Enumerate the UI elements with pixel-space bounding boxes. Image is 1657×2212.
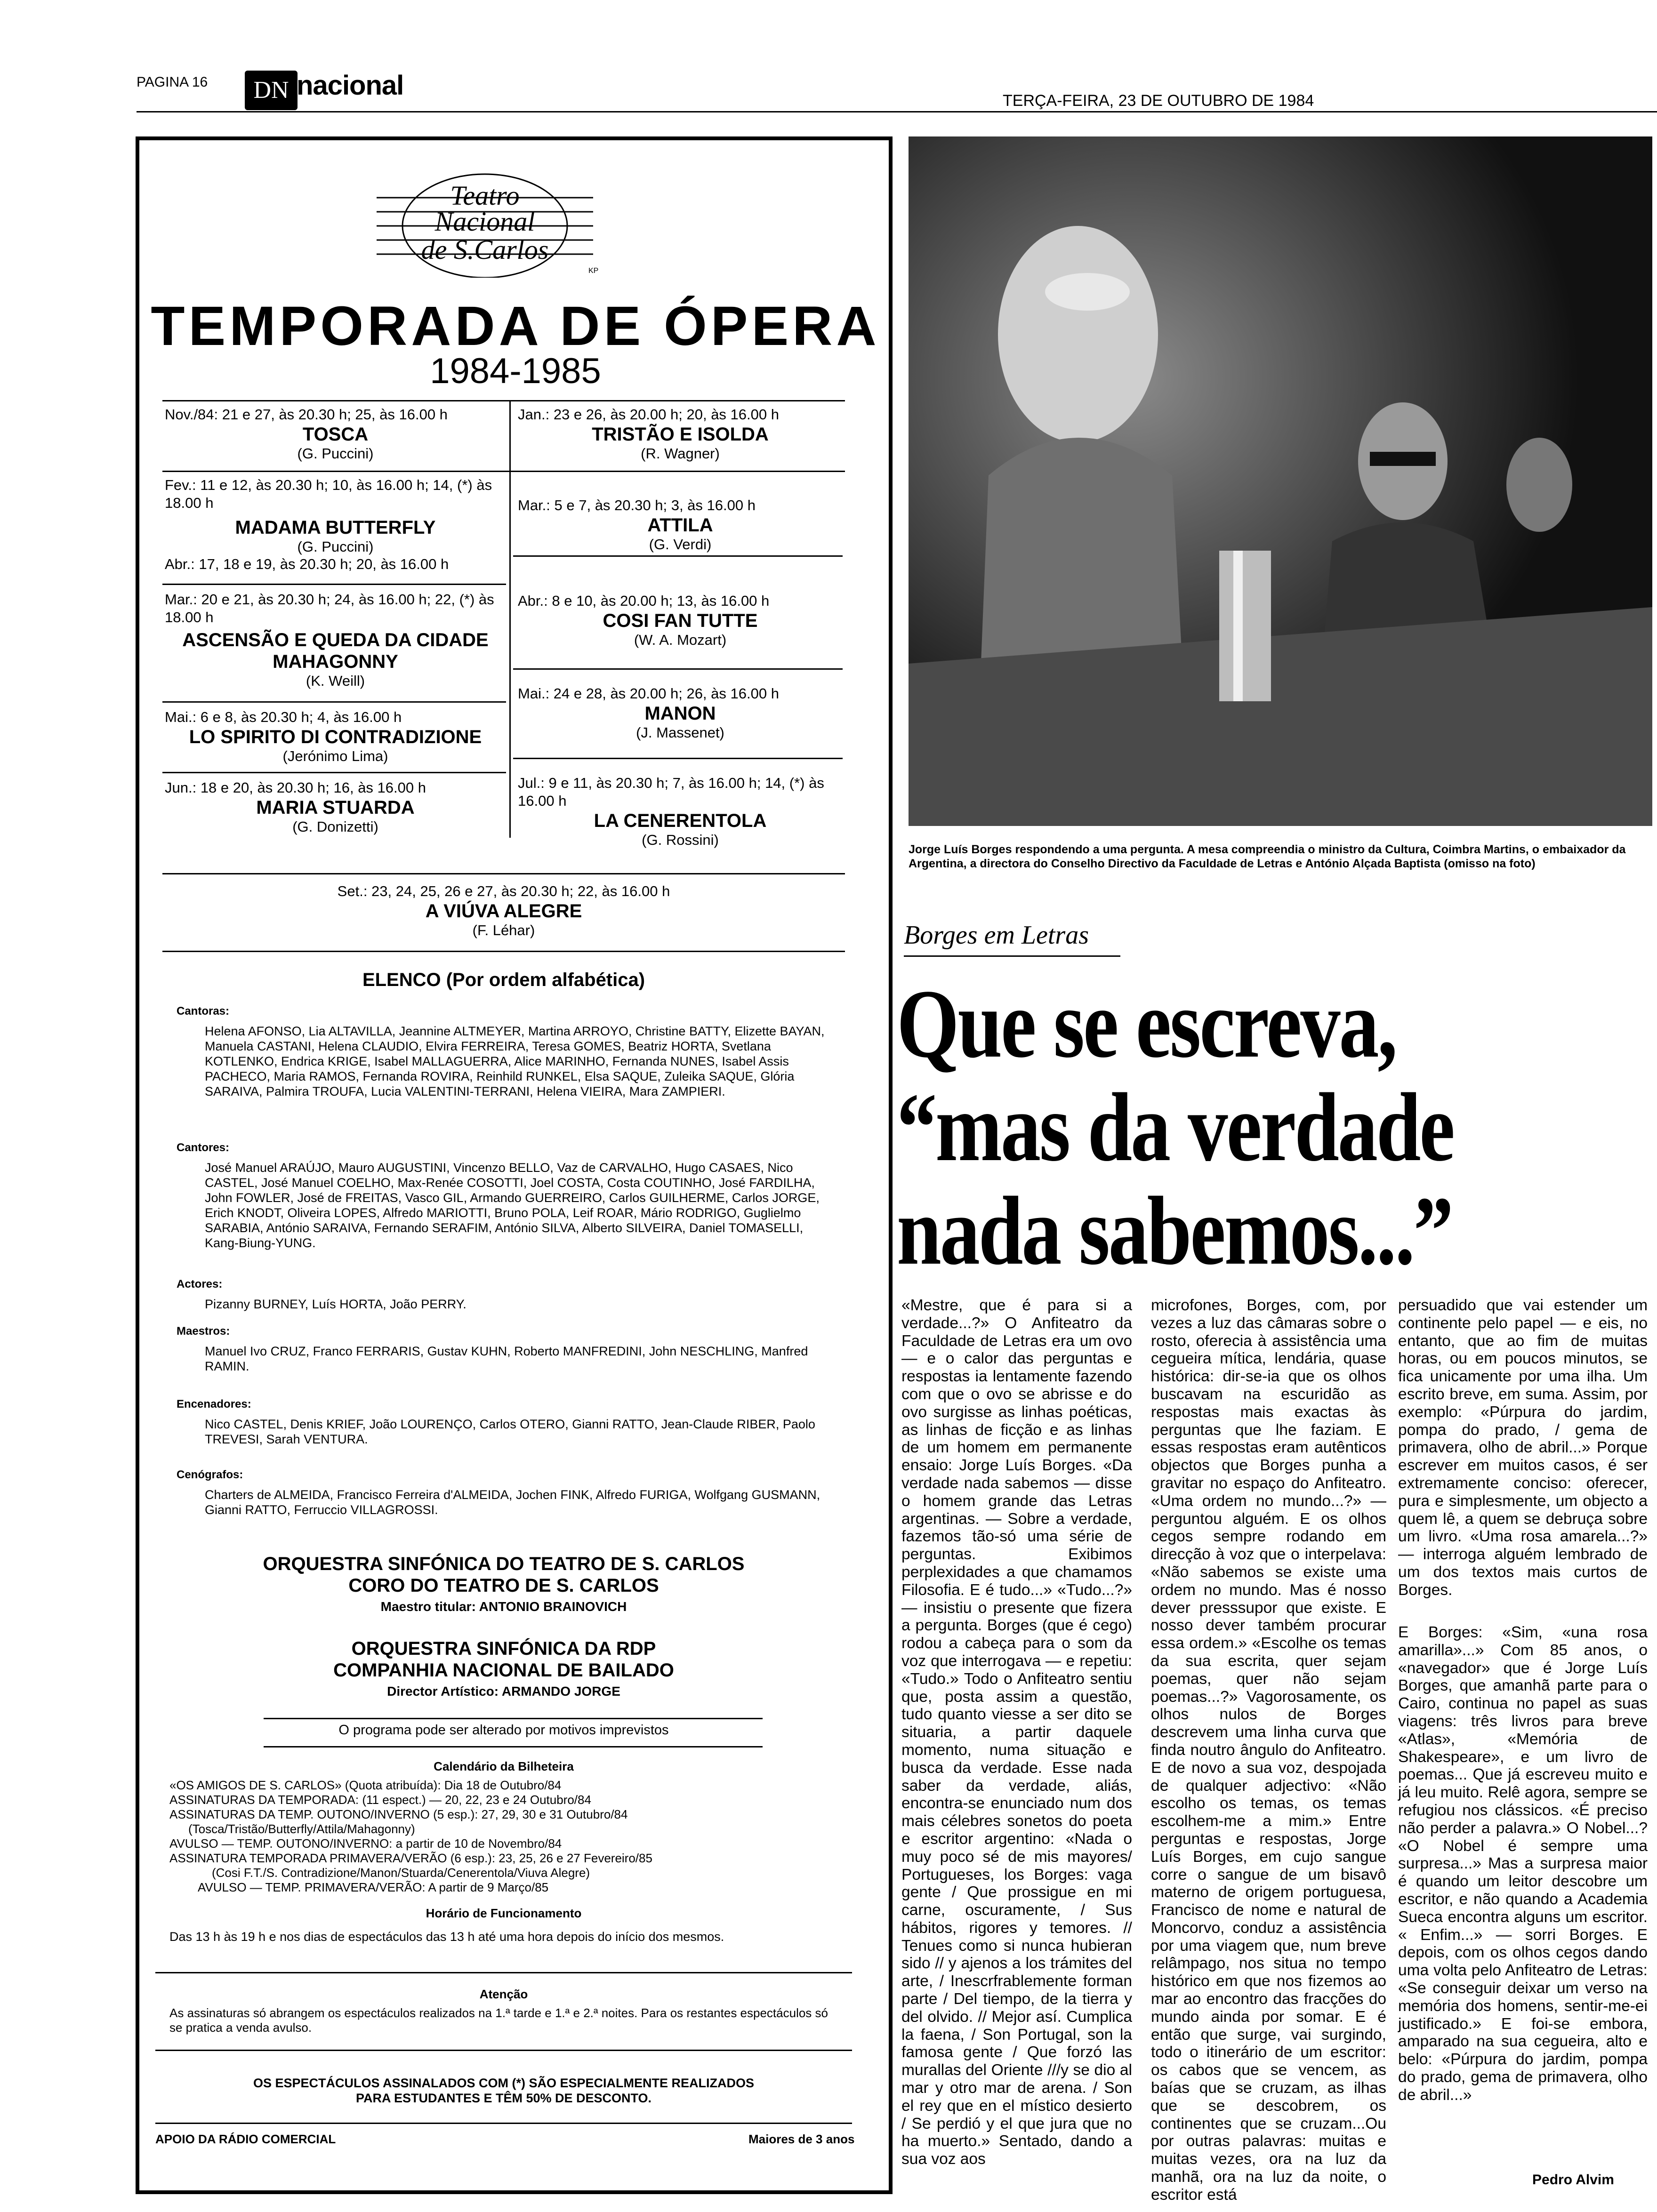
headline <box>897 970 1522 1285</box>
cast-group <box>177 1325 836 1374</box>
schedule-dates: Abr.: 8 e 10, às 20.00 h; 13, às 16.00 h <box>518 593 770 609</box>
divider <box>264 1746 763 1747</box>
attention-title: Atenção <box>479 1987 528 2001</box>
schedule-dates: Fev.: 11 e 12, às 20.30 h; 10, às 16.00 h; 14, (*) às 18.00 h <box>165 477 492 511</box>
cast-label: Encenadores: <box>177 1398 251 1411</box>
box-office-line: ASSINATURA TEMPORADA PRIMAVERA/VERÃO (6 esp.): 23, 25, 26 e 27 Fevereiro/85 <box>169 1851 652 1865</box>
schedule-item <box>165 591 506 689</box>
composer: (W. A. Mozart) <box>634 632 727 648</box>
cast-label: Cenógrafos: <box>177 1468 243 1481</box>
box-office-line: AVULSO — TEMP. OUTONO/INVERNO: a partir de 10 de Novembro/84 <box>169 1836 562 1851</box>
divider <box>264 1718 763 1719</box>
headline-line: nada sabemos...” <box>897 1177 1452 1285</box>
svg-text:Teatro: Teatro <box>450 180 520 211</box>
orchestra-block <box>165 1638 843 1699</box>
schedule-dates: Abr.: 17, 18 e 19, às 20.30 h; 20, às 16.00 h <box>165 556 449 572</box>
schedule-dates: Jun.: 18 e 20, às 20.30 h; 16, às 16.00 h <box>165 779 426 796</box>
schedule-item <box>518 497 843 553</box>
composer: (G. Puccini) <box>297 445 374 462</box>
schedule-dates: Mar.: 5 e 7, às 20.30 h; 3, às 16.00 h <box>518 497 756 513</box>
byline: Pedro Alvim <box>1532 2172 1614 2188</box>
schedule-rule <box>162 951 845 952</box>
schedule-dates: Mai.: 6 e 8, às 20.30 h; 4, às 16.00 h <box>165 709 402 725</box>
article-kicker: Borges em Letras <box>904 921 1089 950</box>
schedule-rule <box>513 758 843 759</box>
schedule-dates: Jan.: 23 e 26, às 20.00 h; 20, às 16.00 h <box>518 406 779 423</box>
box-office-title: Calendário da Bilheteira <box>434 1759 574 1773</box>
opera-title: TRISTÃO E ISOLDA <box>592 424 769 445</box>
schedule-dates: Nov./84: 21 e 27, às 20.30 h; 25, às 16.00 h <box>165 406 448 423</box>
composer: (G. Verdi) <box>649 536 712 553</box>
box-office-line: ASSINATURAS DA TEMPORADA: (11 espect.) — 20, 22, 23 e 24 Outubro/84 <box>169 1793 591 1807</box>
cast-heading: ELENCO (Por ordem alfabética) <box>362 970 645 990</box>
teatro-sao-carlos-logo <box>367 160 603 278</box>
cast-group <box>177 1278 836 1312</box>
schedule-rule <box>162 471 845 472</box>
box-office-line: (Tosca/Tristão/Butterfly/Attila/Mahagonny) <box>188 1822 415 1836</box>
cast-names: Manuel Ivo CRUZ, Franco FERRARIS, Gustav KUHN, Roberto MANFREDINI, John NESCHLING, Manfred RAMIN. <box>205 1344 808 1373</box>
schedule-dates: Jul.: 9 e 11, às 20.30 h; 7, às 16.00 h; 14, (*) às 16.00 h <box>518 775 824 809</box>
box-office-line: «OS AMIGOS DE S. CARLOS» (Quota atribuída): Dia 18 de Outubro/84 <box>169 1778 562 1792</box>
cast-group <box>177 1005 836 1099</box>
schedule-rule <box>513 555 843 557</box>
composer: (G. Donizetti) <box>292 818 378 835</box>
orchestra-name: ORQUESTRA SINFÓNICA DA RDP <box>351 1638 656 1659</box>
schedule-item <box>518 406 843 462</box>
opera-title: MANON <box>644 703 716 724</box>
ad-title: TEMPORADA DE ÓPERA <box>151 295 880 357</box>
cast-names: Helena AFONSO, Lia ALTAVILLA, Jeannine ALTMEYER, Martina ARROYO, Christine BATTY, Elizette BAYAN, Manuela CASTANI, Helena CLAUDIO, Elvira FERREIRA, Teresa GOMES, Beatriz HORTA, Svetlana KOTLENKO, Endrica KRIGE, Isabel MALLAGUERRA, Alice MARINHO, Fernanda NUNES, Isabel Assis PACHECO, Maria RAMOS, Fernanda ROVIRA, Reinhild RUNKEL, Elsa SAQUE, Zuleika SAQUE, Glória SARAIVA, Palmira TROUFA, Lucia VALENTINI-TERRANI, Helena VIEIRA, Mara ZAMPIERI. <box>205 1024 825 1098</box>
opera-title: LO SPIRITO DI CONTRADIZIONE <box>189 727 482 747</box>
divider <box>155 2123 852 2124</box>
schedule-dates: Set.: 23, 24, 25, 26 e 27, às 20.30 h; 22, às 16.00 h <box>337 883 670 899</box>
box-office-line: ASSINATURAS DA TEMP. OUTONO/INVERNO (5 esp.): 27, 29, 30 e 31 Outubro/84 <box>169 1807 628 1821</box>
article-column-2: microfones, Borges, com, por vezes a luz das câmaras sobre o rosto, oferecia à assistência uma cegueira mítica, lendária, quase histórica: dir-se-ia que os olhos buscavam na escuridão as respostas mais exactas às perguntas que lhe faziam. E essas respostas eram autênticos objectos que Borges punha a gravitar no espaço do Anfiteatro. «Uma ordem no mundo...?» — perguntou alguém. E os olhos cegos sempre rodando em direcção à voz que o interpelava: «Não sabemos se existe uma ordem no mundo. Mas é nosso dever presssupor que existe. E nosso dever também procurar essa ordem.» «Escolhe os temas da sua escrita, quer sejam poemas, quer não sejam poemas...?» Vagorosamente, os olhos nulos de Borges descrevem uma linha curva que finda noutro ângulo do Anfiteatro. E de novo a sua voz, despojada de qualquer adjectivo: «Não escolho os temas, os temas escolhem-me a mim.» Entre perguntas e respostas, Jorge Luís Borges, em cujo sangue corre o sangue de um bisavô materno de origem portuguesa, Francisco de nome e natural de Moncorvo, conduz a assistência por uma viagem que, num breve relâmpago, nos situa no tempo histórico em que nos fizemos ao mar ao encontro das fracções do mundo ainda por somar. E é então que surge, vai surgindo, todo o itinerário de um escritor: os cabos que se vencem, as baías que se cruzam, as ilhas que se descobrem, os continentes que se cruzam...Ou por outras palavras: muitas e muitas vezes, ora na luz da manhã, ora na luz da noite, o escritor está <box>1151 1297 1386 2204</box>
page-number: PAGINA 16 <box>137 74 208 90</box>
schedule-divider <box>509 400 511 838</box>
opera-title: A VIÚVA ALEGRE <box>425 901 582 922</box>
cast-label: Actores: <box>177 1278 223 1290</box>
composer: (F. Léhar) <box>472 922 535 938</box>
hours-title: Horário de Funcionamento <box>426 1906 582 1920</box>
opera-title: LA CENERENTOLA <box>594 810 767 831</box>
schedule-item <box>518 592 843 649</box>
section-name: nacional <box>297 70 404 101</box>
divider <box>155 2050 852 2051</box>
box-office-line: (Cosi F.T./S. Contradizione/Manon/Stuarda/Cenerentola/Viuva Alegre) <box>212 1866 590 1880</box>
svg-text:KP: KP <box>588 267 599 275</box>
box-office-line: AVULSO — TEMP. PRIMAVERA/VERÃO: A partir de 9 Março/85 <box>198 1880 549 1894</box>
orchestra-block <box>165 1553 843 1614</box>
schedule-rule <box>162 701 506 703</box>
program-note: O programa pode ser alterado por motivos imprevistos <box>338 1723 669 1738</box>
composer: (R. Wagner) <box>641 445 720 462</box>
kicker-rule <box>904 955 1120 957</box>
ad-season: 1984-1985 <box>430 351 601 391</box>
box-office-lines <box>169 1778 838 1895</box>
headline-line: Que se escreva, <box>897 970 1396 1078</box>
header-rule <box>137 111 1657 112</box>
composer: (Jerónimo Lima) <box>282 748 388 764</box>
svg-text:Nacional: Nacional <box>434 206 535 237</box>
opera-title: MARIA STUARDA <box>256 797 415 818</box>
opera-title: MADAMA BUTTERFLY <box>235 517 436 538</box>
composer: (J. Massenet) <box>636 724 724 741</box>
schedule-rule <box>162 400 845 401</box>
borges-photo <box>909 136 1652 826</box>
opera-title: TOSCA <box>302 424 369 445</box>
cast-group <box>177 1468 836 1517</box>
age-note: Maiores de 3 anos <box>748 2132 855 2146</box>
opera-title: ASCENSÃO E QUEDA DA CIDADE MAHAGONNY <box>182 630 489 672</box>
artistic-director: Director Artístico: ARMANDO JORGE <box>387 1684 620 1699</box>
cast-names: Pizanny BURNEY, Luís HORTA, João PERRY. <box>205 1297 467 1311</box>
schedule-item <box>518 685 843 741</box>
opera-title: ATTILA <box>647 515 713 536</box>
schedule-rule <box>513 668 843 670</box>
schedule-rule <box>162 873 845 874</box>
composer: (G. Puccini) <box>297 538 374 555</box>
article-column-1: «Mestre, que é para si a verdade...?» O Anfiteatro da Faculdade de Letras era um ovo — e o calor das perguntas e respostas ia lentamente fazendo com que o ovo se abrisse e do ovo surgisse as linhas poéticas, as linhas de ficção e as linhas de um homem em permanente ensaio: Jorge Luís Borges. «Da verdade nada sabemos — disse o homem grande das Letras argentinas. — Sobre a verdade, fazemos tão-só uma série de perguntas. Exibimos perplexidades a que chamamos Filosofia. E é tudo...» «Tudo...?» — insistiu o presente que fizera a pergunta. Borges (que é cego) rodou a cabeça para o som da voz que interrogava — e repetiu: «Tudo.» Todo o Anfiteatro sentiu que, posta assim a questão, tudo quanto viesse a ser dito se situaria, a partir daquele momento, numa situação e busca da verdade. Esse nada saber da verdade, aliás, encontra-se enunciado num dos mais célebres sonetos do poeta e escritor argentino: «Nada o muy poco sé de mis mayores/ Portugueses, los Borges: vaga gente / Que prossigue en mi carne, oscuramente, / Sus hábitos, rigores y temores. // Tenues como si nunca hubieran sido // y ajenos a los trámites del arte, / Inescrfrablemente forman parte / Del tiempo, de la tierra y del olvido. // Mejor así. Cumplica la faena, / Son Portugal, son la famosa gente / Que forzó las murallas del Oriente ///y se dio al mar y otro mar de arena. / Son el rey que en el místico desierto / Se perdió y el que jura que no ha muerto.» Sentado, dando a sua voz aos <box>901 1297 1132 2168</box>
schedule-rule <box>162 584 506 585</box>
schedule-item <box>165 882 843 939</box>
schedule-item <box>165 406 506 462</box>
cast-group <box>177 1141 836 1250</box>
cast-label: Cantores: <box>177 1141 230 1154</box>
cast-group <box>177 1398 836 1447</box>
ballet-name: COMPANHIA NACIONAL DE BAILADO <box>333 1660 674 1681</box>
schedule-dates: Mar.: 20 e 21, às 20.30 h; 24, às 16.00 h; 22, (*) às 18.00 h <box>165 591 494 625</box>
conductor: Maestro titular: ANTONIO BRAINOVICH <box>380 1599 627 1614</box>
composer: (K. Weill) <box>306 673 365 689</box>
schedule-item <box>165 476 506 573</box>
photo-caption: Jorge Luís Borges respondendo a uma pergunta. A mesa compreendia o ministro da Cultura, Coimbra Martins, o embaixador da Argentina, a directora do Conselho Directivo da Faculdade de Letras e António Alçada Baptista (omisso na foto) <box>909 843 1626 870</box>
choir-name: CORO DO TEATRO DE S. CARLOS <box>348 1575 659 1596</box>
schedule-rule <box>162 772 506 773</box>
schedule-item <box>165 779 506 835</box>
newspaper-logo-icon: DN <box>245 71 298 110</box>
attention-text: As assinaturas só abrangem os espectáculos realizados na 1.ª tarde e 1.ª e 2.ª noites. Para os restantes espectáculos só se pratica a venda avulso. <box>169 2006 828 2035</box>
hours-text: Das 13 h às 19 h e nos dias de espectáculos das 13 h até uma hora depois do início dos mesmos. <box>169 1930 724 1944</box>
schedule-item <box>518 774 843 849</box>
issue-date: TERÇA-FEIRA, 23 DE OUTUBRO DE 1984 <box>1003 92 1314 110</box>
article-column-3b: E Borges: «Sim, «una rosa amarilla»...» Com 85 anos, o «navegador» que é Jorge Luís Borges, que amanhã parte para o Cairo, continua no papel as suas viagens: três livros para breve «Atlas», «Memória de Shakespeare», e um livro de poemas... Que já escreveu muito e já leu muito. Relê agora, sempre se refugiou nos clássicos. «É preciso não perder a palavra.» O Nobel...? «O Nobel é sempre uma surpresa...» Mas a surpresa maior é quando um leitor descobre um escritor, e não quando a Academia Sueca encontra alguns um escritor. « Enfim...» — sorri Borges. E depois, com os olhos cegos dando uma volta pelo Anfiteatro de Letras: «Se conseguir deixar um verso na memória dos homens, sentir-me-ei justificado.» E foi-se embora, amparado na sua cegueira, alto e belo: «Púrpura do jardim, pompa do prado, gema de primavera, olho de abril...» <box>1398 1624 1648 2104</box>
sponsor: APOIO DA RÁDIO COMERCIAL <box>155 2132 336 2146</box>
students-line: OS ESPECTÁCULOS ASSINALADOS COM (*) SÃO ESPECIALMENTE REALIZADOS <box>253 2076 755 2090</box>
students-line: PARA ESTUDANTES E TÊM 50% DE DESCONTO. <box>355 2091 652 2105</box>
cast-label: Maestros: <box>177 1325 230 1338</box>
divider <box>155 1972 852 1973</box>
orchestra-name: ORQUESTRA SINFÓNICA DO TEATRO DE S. CARLOS <box>263 1554 745 1574</box>
headline-line: “mas da verdade <box>897 1073 1454 1181</box>
cast-names: Nico CASTEL, Denis KRIEF, João LOURENÇO, Carlos OTERO, Gianni RATTO, Jean-Claude RIBER, Paolo TREVESI, Sarah VENTURA. <box>205 1417 815 1446</box>
article-column-3a: persuadido que vai estender um continente pelo papel — e eis, no entanto, que ao fim de muitas horas, ou em poucos minutos, se fica unicamente por uma ilha. Um escrito breve, em suma. Assim, por exemplo: «Púrpura do jardim, pompa do prado, / gema de primavera, olho de abril...» Porque escrever em muitos casos, é ser extremamente conciso: oferecer, pura e simplesmente, um objecto a quem lê, a quem se debruça sobre um livro. «Uma rosa amarela...?» — interroga alguém lembrado de um dos textos mais curtos de Borges. <box>1398 1297 1648 1599</box>
cast-label: Cantoras: <box>177 1005 230 1018</box>
schedule-item <box>165 708 506 765</box>
composer: (G. Rossini) <box>642 832 719 848</box>
cast-names: José Manuel ARAÚJO, Mauro AUGUSTINI, Vincenzo BELLO, Vaz de CARVALHO, Hugo CASAES, Nico CASTEL, José Manuel COELHO, Max-Renée COSOTTI, Joel COSTA, Costa COUTINHO, José FARDILHA, John FOWLER, José de FREITAS, Vasco GIL, Armando GUERREIRO, Carlos GUILHERME, Carlos JORGE, Erich KNODT, Oliveira LOPES, Alfredo MARIOTTI, Bruno POLA, Leif ROAR, Mário RODRIGO, Guglielmo SARABIA, António SARAIVA, Fernando SERAFIM, António SILVA, Alberto SILVEIRA, Daniel TOMASELLI, Kang-Biung-YUNG. <box>205 1161 820 1250</box>
opera-title: COSI FAN TUTTE <box>603 610 758 631</box>
schedule-dates: Mai.: 24 e 28, às 20.00 h; 26, às 16.00 h <box>518 685 779 702</box>
svg-text:de S.Carlos: de S.Carlos <box>421 234 549 265</box>
students-note <box>165 2076 843 2106</box>
cast-names: Charters de ALMEIDA, Francisco Ferreira d'ALMEIDA, Jochen FINK, Alfredo FURIGA, Wolfgang GUSMANN, Gianni RATTO, Ferruccio VILLAGROSSI. <box>205 1488 820 1517</box>
